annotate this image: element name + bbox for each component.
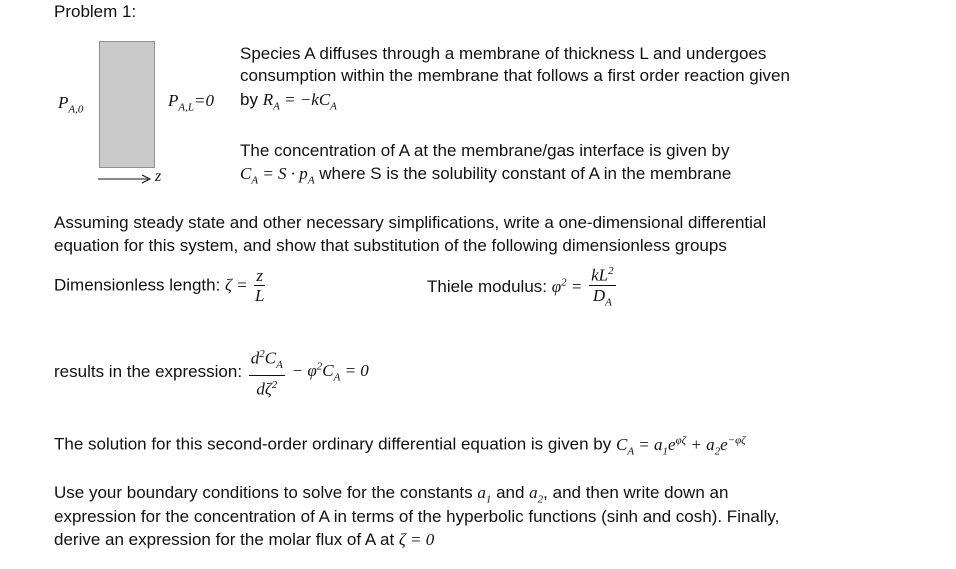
paragraph-3-line-2: equation for this system, and show that substitution of the following dimensionless groups xyxy=(54,236,727,255)
final-line-1: Use your boundary conditions to solve for the constants $a_1$ and $a_2$, and then write down an xyxy=(54,483,729,506)
solubility-equation: $C_A = S \cdot p_A$ xyxy=(240,164,315,187)
paragraph-1-line-3: by $R_A = -kC_A$ xyxy=(240,90,337,113)
paragraph-1-line-2: consumption within the membrane that follows a first order reaction given xyxy=(240,66,790,85)
z-axis-arrow-icon xyxy=(98,174,156,184)
paragraph-2-line-2: $C_A = S \cdot p_A$ where S is the solubility constant of A in the membrane xyxy=(240,164,732,187)
paragraph-2-line-1: The concentration of A at the membrane/gas interface is given by xyxy=(240,141,730,160)
final-line-2: expression for the concentration of A in terms of the hyperbolic functions (sinh and cosh). Finally, xyxy=(54,507,780,526)
dimensionless-length: Dimensionless length: ζ = $\frac{z}{L}$ xyxy=(54,266,265,305)
result-expression: results in the expression: $\frac{d^2C_A}{d\zeta^2}$ − $\varphi^2C_A = 0$ xyxy=(54,345,369,399)
problem-title: Problem 1: xyxy=(54,2,137,21)
rate-expression: $R_A = -kC_A$ xyxy=(262,90,337,113)
membrane-slab xyxy=(99,41,155,168)
final-line-3: derive an expression for the molar flux of A at ζ = 0 xyxy=(54,530,435,549)
pressure-left-label: $P_{A,0}$ xyxy=(58,93,84,116)
z-axis-label: z xyxy=(155,168,162,185)
paragraph-1-line-1: Species A diffuses through a membrane of thickness L and undergoes xyxy=(240,44,767,63)
pressure-right-label: $P_{A,L}=0$ xyxy=(168,91,214,114)
solution-line: The solution for this second-order ordinary differential equation is given by $C_A = a_1e^{\varphi\zeta} + a_2e^{-\varphi\zeta}$ xyxy=(54,434,746,458)
general-solution: $C_A = a_1e^{\varphi\zeta} + a_2e^{-\varphi\zeta}$ xyxy=(615,434,746,458)
thiele-modulus: Thiele modulus: $\varphi^2$ = $\frac{kL^2}{D_A}$ xyxy=(427,262,618,312)
paragraph-3-line-1: Assuming steady state and other necessary simplifications, write a one-dimensional differential xyxy=(54,213,767,232)
